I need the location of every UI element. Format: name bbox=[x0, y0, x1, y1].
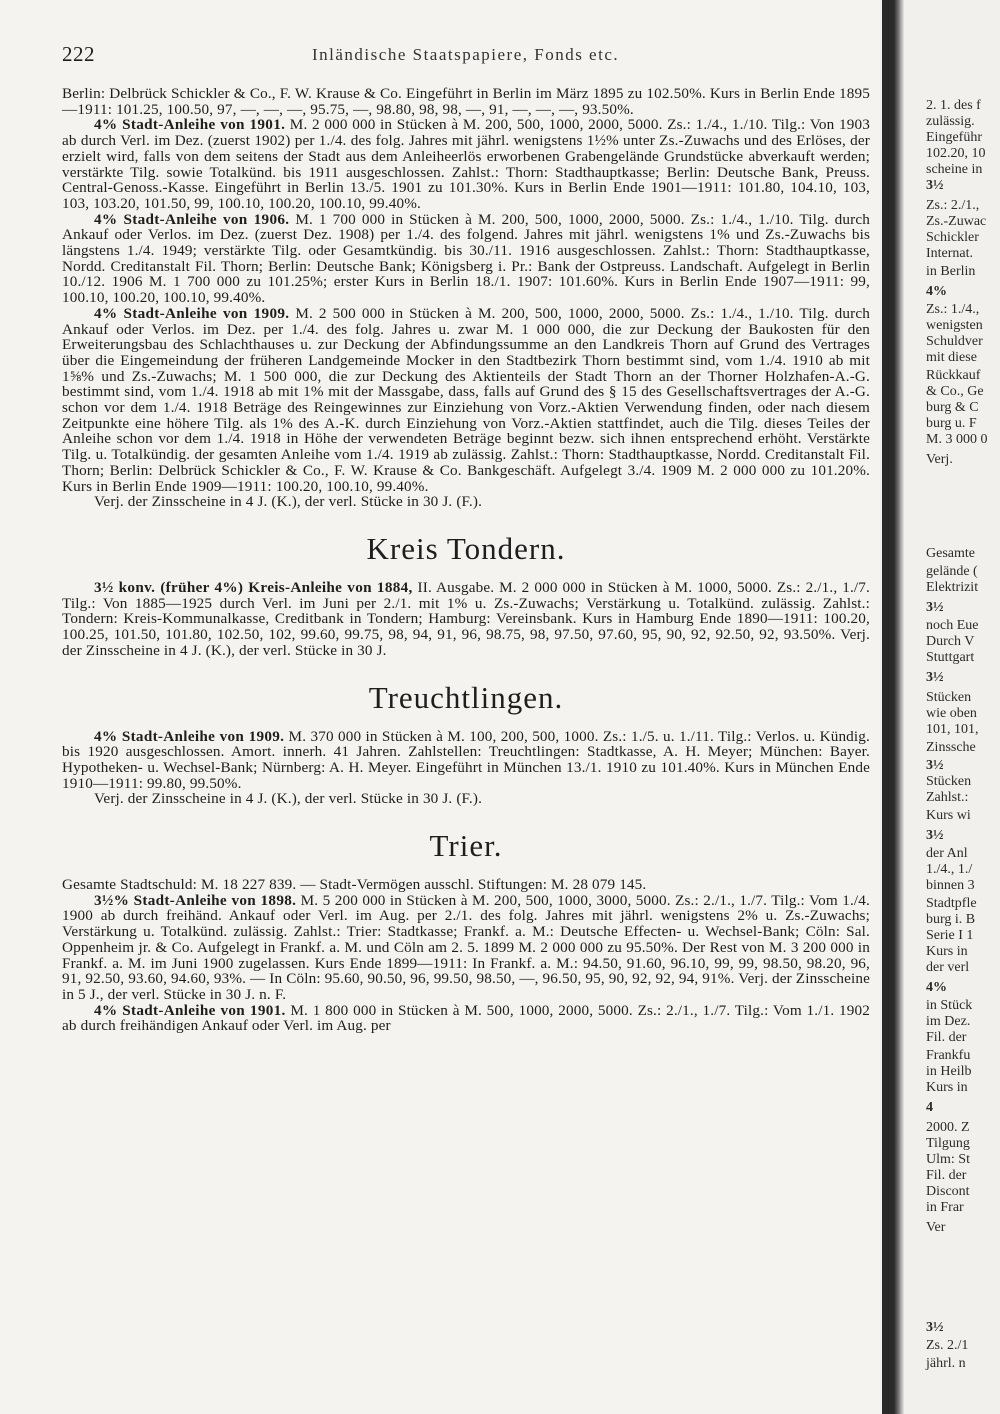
adjacent-text-fragment: Rückkauf bbox=[926, 368, 981, 383]
text-paragraph bbox=[62, 877, 870, 893]
adjacent-text-fragment: burg u. F bbox=[926, 416, 977, 431]
page-header bbox=[62, 42, 862, 68]
adjacent-text-fragment: Discont bbox=[926, 1184, 970, 1199]
adjacent-text-fragment: 2. 1. des f bbox=[926, 98, 981, 113]
adjacent-text-fragment: 1./4., 1./ bbox=[926, 862, 973, 877]
adjacent-text-fragment: Kurs wi bbox=[926, 808, 971, 823]
adjacent-text-fragment: Serie I 1 bbox=[926, 928, 974, 943]
adjacent-text-fragment: gelände ( bbox=[926, 564, 978, 579]
loan-entry-paragraph bbox=[62, 580, 870, 659]
paragraph-text: M. 1 700 000 in Stücken à M. 200, 500, 1000, 2000, 5000. Zs.: 1./4., 1./10. Tilg. durch Ankauf oder Verlos. im Dez. (zuerst Dez. 1908) per 1./4. des folgend. Jahres mit jährl. wenigstens 1% und Zs.-Zuwachs bis längstens 1./4. 1949; verstärkte Tilg. oder Gesamtkündig. bis 30./11. 1916 ausgeschlossen. Zahlst.: Thorn: Stadthauptkasse, Nordd. Creditanstalt Fil. Thorn; Berlin: Deutsche Bank; Königsberg i. Pr.: Bank der Ostpreuss. Landschaft. Aufgelegt in Berlin 10./12. 1906 M. 1 700 000 zu 101.25%; erster Kurs in Berlin 18./1. 1907: 101.60%. Kurs in Berlin Ende 1907—1911: 99, 100.10, 100.20, 100.10, 99.40%. bbox=[62, 210, 870, 307]
adjacent-text-fragment: in Heilb bbox=[926, 1064, 972, 1079]
running-title: Inländische Staatspapiere, Fonds etc. bbox=[312, 45, 620, 64]
text-paragraph bbox=[62, 494, 870, 510]
paragraph-text: Gesamte Stadtschuld: M. 18 227 839. — Stadt-Vermögen ausschl. Stiftungen: M. 28 079 145. bbox=[62, 876, 647, 894]
adjacent-text-fragment: wie oben bbox=[926, 706, 977, 721]
adjacent-text-fragment: Ver bbox=[926, 1220, 946, 1235]
adjacent-text-fragment: Frankfu bbox=[926, 1048, 971, 1063]
adjacent-text-fragment: Zahlst.: bbox=[926, 790, 969, 805]
adjacent-text-fragment: Ulm: St bbox=[926, 1152, 970, 1167]
adjacent-text-fragment: 3½ bbox=[926, 670, 944, 685]
adjacent-text-fragment: 102.20, 10 bbox=[926, 146, 986, 161]
adjacent-text-fragment: burg i. B bbox=[926, 912, 976, 927]
adjacent-page-fragment bbox=[904, 0, 1000, 1414]
adjacent-text-fragment: Verj. bbox=[926, 452, 953, 467]
page-gutter-shadow bbox=[882, 0, 904, 1414]
adjacent-text-fragment: Eingeführ bbox=[926, 130, 982, 145]
main-text-column bbox=[62, 86, 870, 1034]
adjacent-text-fragment: 4% bbox=[926, 980, 947, 995]
loan-entry-paragraph bbox=[62, 1003, 870, 1034]
adjacent-text-fragment: burg & C bbox=[926, 400, 979, 415]
adjacent-text-fragment: Fil. der bbox=[926, 1030, 967, 1045]
loan-title: 4% Stadt-Anleihe von 1901. bbox=[94, 116, 286, 134]
adjacent-text-fragment: noch Eue bbox=[926, 618, 979, 633]
adjacent-text-fragment: Kurs in bbox=[926, 1080, 968, 1095]
adjacent-text-fragment: Zs.: 2./1., bbox=[926, 198, 980, 213]
adjacent-text-fragment: Elektrizit bbox=[926, 580, 979, 595]
paragraph-text: Verj. der Zinsscheine in 4 J. (K.), der verl. Stücke in 30 J. (F.). bbox=[94, 493, 483, 511]
adjacent-text-fragment: Stuttgart bbox=[926, 650, 975, 665]
page-number: 222 bbox=[62, 42, 95, 66]
adjacent-text-fragment: Fil. der bbox=[926, 1168, 967, 1183]
adjacent-text-fragment: 3½ bbox=[926, 758, 944, 773]
adjacent-text-fragment: 2000. Z bbox=[926, 1120, 970, 1135]
adjacent-text-fragment: 3½ bbox=[926, 1320, 944, 1335]
paragraph-text: M. 2 500 000 in Stücken à M. 200, 500, 1000, 2000, 5000. Zs.: 1./4., 1./10. Tilg. durch Ankauf oder Verlos. im Dez. per 1./4. des folg. Jahres u. zwar M. 1 000 000, die zur Deckung der Baukosten für den Erweiterungsbau des Schlachthauses u. zur Deckung der Abfindungssumme an den Landkreis Thorn auf Grund des Vertrages über die Eingemeindung der früheren Landgemeinde Mocker in den Stadtbezirk Thorn bestimmt sind, vom 1./4. 1910 ab mit 1⅝% und Zs.-Zuwachs; M. 1 500 000, die zur Deckung des Aktienteils der Stadt Thorn an der Thorner Holzhafen-A.-G. bestimmt sind, vom 1./4. 1918 ab mit 1% mit der Massgabe, dass, falls auf Grund des § 15 des Gesellschaftsvertrages der A.-G. schon vor dem 1./4. 1918 Beträge des Reingewinnes zur Einziehung von Vorz.-Aktien Verwendung finden, oder nach diesem Zeitpunkte eine höhere Tilg. als 1% des A.-K. durch Einziehung von Vorz.-Aktien stattfindet, auch die Tilg. dieses Teiles der Anleihe schon vor dem 1./4. 1918 in Höhe der verwendeten Beträge beginnt bezw. sich ihnen entsprechend erhöht. Verstärkte Tilg. u. Totalkündig. der gesamten Anleihe vom 1./4. 1919 ab zulässig. Zahlst.: Thorn: Stadthauptkasse, Nordd. Creditanstalt Fil. Thorn; Berlin: Delbrück Schickler & Co., F. W. Krause & Co. Bankgeschäft. Aufgelegt 3./4. 1909 M. 2 000 000 zu 101.20%. Kurs in Berlin Ende 1909—1911: 100.20, 100.10, 99.40%. bbox=[62, 304, 870, 495]
adjacent-text-fragment: binnen 3 bbox=[926, 878, 975, 893]
loan-title: 3½% Stadt-Anleihe von 1898. bbox=[94, 891, 297, 909]
adjacent-text-fragment: Gesamte bbox=[926, 546, 975, 561]
adjacent-text-fragment: mit diese bbox=[926, 350, 977, 365]
adjacent-text-fragment: Stücken bbox=[926, 690, 972, 705]
adjacent-text-fragment: wenigsten bbox=[926, 318, 983, 333]
adjacent-text-fragment: Durch V bbox=[926, 634, 975, 649]
adjacent-text-fragment: der Anl bbox=[926, 846, 968, 861]
loan-title: 4% Stadt-Anleihe von 1906. bbox=[94, 210, 290, 228]
adjacent-text-fragment: & Co., Ge bbox=[926, 384, 984, 399]
adjacent-text-fragment: Schickler bbox=[926, 230, 979, 245]
section-heading: Treuchtlingen. bbox=[368, 679, 564, 715]
adjacent-text-fragment: Internat. bbox=[926, 246, 974, 261]
adjacent-text-fragment: jährl. n bbox=[926, 1356, 966, 1371]
adjacent-text-fragment: Zs.: 1./4., bbox=[926, 302, 980, 317]
adjacent-text-fragment: zulässig. bbox=[926, 114, 975, 129]
adjacent-text-fragment: M. 3 000 0 bbox=[926, 432, 988, 447]
adjacent-text-fragment: 3½ bbox=[926, 828, 944, 843]
adjacent-text-fragment: scheine in bbox=[926, 162, 983, 177]
adjacent-text-fragment: Kurs in bbox=[926, 944, 968, 959]
adjacent-text-fragment: in Stück bbox=[926, 998, 973, 1013]
adjacent-text-fragment: 4% bbox=[926, 284, 947, 299]
adjacent-text-fragment: 3½ bbox=[926, 178, 944, 193]
adjacent-text-fragment: Schuldver bbox=[926, 334, 983, 349]
loan-title: 4% Stadt-Anleihe von 1909. bbox=[94, 304, 290, 322]
adjacent-text-fragment: in Frar bbox=[926, 1200, 964, 1215]
loan-entry-paragraph bbox=[62, 893, 870, 1003]
adjacent-text-fragment: Zs. 2./1 bbox=[926, 1338, 969, 1353]
adjacent-text-fragment: im Dez. bbox=[926, 1014, 971, 1029]
adjacent-text-fragment: 3½ bbox=[926, 600, 944, 615]
adjacent-text-fragment: 101, 101, bbox=[926, 722, 979, 737]
adjacent-text-fragment: Tilgung bbox=[926, 1136, 970, 1151]
paragraph-text: Verj. der Zinsscheine in 4 J. (K.), der verl. Stücke in 30 J. (F.). bbox=[94, 790, 483, 808]
loan-entry-paragraph bbox=[62, 306, 870, 494]
adjacent-text-fragment: in Berlin bbox=[926, 264, 976, 279]
loan-entry-paragraph bbox=[62, 117, 870, 211]
paragraph-text: M. 5 200 000 in Stücken à M. 200, 500, 1000, 3000, 5000. Zs.: 2./1., 1./7. Tilg.: Vom 1./4. 1900 ab durch freihänd. Ankauf oder Verl. im Aug. per 2./1. des folg. Jahres mit jährl. wenigstens 2% u. Zs.-Zuwachs; Verstärkung u. Totalkünd. zulässig. Zahlst.: Trier: Stadtkasse; Frankf. a. M.: Deutsche Effecten- u. Wechsel-Bank; Cöln: Sal. Oppenheim jr. & Co. Aufgelegt in Frankf. a. M. und Cöln am 2. 5. 1899 M. 2 000 000 zu 95.50%. Der Rest von M. 3 200 000 in Frankf. a. M. im Juni 1900 zugelassen. Kurs Ende 1899—1911: In Frankf. a. M.: 94.50, 91.60, 96.10, 99, 99, 98.50, 98.20, 96, 91, 92.50, 93.60, 94.60, 93%. — In Cöln: 95.60, 90.50, 96, 99.50, 98.50, —, 96.50, 95, 90, 92, 92, 94, 91%. Verj. der Zinsscheine in 5 J., der verl. Stücke in 30 J. n. F. bbox=[62, 891, 870, 1003]
section-heading: Kreis Tondern. bbox=[366, 530, 566, 566]
adjacent-text-fragment: 4 bbox=[926, 1100, 933, 1115]
loan-title: 4% Stadt-Anleihe von 1909. bbox=[94, 727, 285, 745]
text-paragraph bbox=[62, 791, 870, 807]
text-paragraph bbox=[62, 86, 870, 117]
adjacent-text-fragment: Zinssche bbox=[926, 740, 976, 755]
paragraph-text: II. Ausgabe. M. 2 000 000 in Stücken à M. 1000, 5000. Zs.: 2./1., 1./7. Tilg.: Von 1885—1925 durch Verl. im Juni per 2./1. mit 1% u. Zs.-Zuwachs; Verstärkung u. Totalkünd. zulässig. Zahlst.: Tondern: Kreis-Kommunalkasse, Creditbank in Tondern; Hamburg: Vereinsbank. Kurs in Hamburg Ende 1890—1911: 100.20, 100.25, 101.50, 101.80, 102.50, 102, 99.60, 99.75, 98, 94, 91, 96, 98.75, 98, 97.50, 97.60, 95, 90, 92, 92.50, 92, 93.50%. Verj. der Zinsscheine in 4 J. (K.), der verl. Stücke in 30 J. bbox=[62, 578, 870, 659]
loan-entry-paragraph bbox=[62, 212, 870, 306]
paragraph-text: M. 370 000 in Stücken à M. 100, 200, 500, 1000. Zs.: 1./5. u. 1./11. Tilg.: Verlos. u. Kündig. bis 1920 ausgeschlossen. Amort. innerh. 41 Jahren. Zahlstellen: Treuchtlingen: Stadtkasse, A. H. Meyer; München: Bayer. Hypotheken- u. Wechsel-Bank; Nürnberg: A. H. Meyer. Eingeführt in München 13./1. 1910 zu 101.40%. Kurs in München Ende 1910—1911: 99.80, 99.50%. bbox=[62, 727, 870, 792]
adjacent-text-fragment: Zs.-Zuwac bbox=[926, 214, 987, 229]
adjacent-text-fragment: der verl bbox=[926, 960, 970, 975]
adjacent-text-fragment: Stadtpfle bbox=[926, 896, 977, 911]
loan-title: 4% Stadt-Anleihe von 1901. bbox=[94, 1001, 286, 1019]
section-heading: Trier. bbox=[429, 828, 503, 864]
loan-entry-paragraph bbox=[62, 729, 870, 792]
loan-title: 3½ konv. (früher 4%) Kreis-Anleihe von 1884, bbox=[94, 578, 413, 596]
paragraph-text: M. 2 000 000 in Stücken à M. 200, 500, 1000, 2000, 5000. Zs.: 1./4., 1./10. Tilg.: Von 1903 ab durch Verl. im Dez. (zuerst 1902) per 1./4. des folg. Jahres mit jährl. wenigstens 1½% unter Zs.-Zuwachs und des Erlöses, der erzielt wird, falls von dem seitens der Stadt aus dem Anleiheerlös erworbenen Grabengelände Grundstücke abverkauft werden; verstärkte Tilg. sowie Totalkünd. bis 1911 ausgeschlossen. Zahlst.: Thorn: Stadthauptkasse; Berlin: Deutsche Bank, Preuss. Central-Genoss.-Kasse. Eingeführt in Berlin 13./5. 1901 zu 101.30%. Kurs in Berlin Ende 1901—1911: 101.80, 104.10, 103, 103, 103.20, 101.50, 99, 100.10, 100.20, 100.10, 99.40%. bbox=[62, 116, 870, 212]
paragraph-text: M. 1 800 000 in Stücken à M. 500, 1000, 2000, 5000. Zs.: 2./1., 1./7. Tilg.: Vom 1./1. 1902 ab durch freihändigen Ankauf oder Verl. im Aug. per bbox=[62, 1001, 870, 1035]
paragraph-text: Berlin: Delbrück Schickler & Co., F. W. Krause & Co. Eingeführt in Berlin im März 1895 zu 102.50%. Kurs in Berlin Ende 1895—1911: 101.25, 100.50, 97, —, —, —, 95.75, —, 98.80, 98, 98, —, 91, —, —, —, 93.50%. bbox=[62, 85, 870, 118]
adjacent-text-fragment: Stücken bbox=[926, 774, 972, 789]
